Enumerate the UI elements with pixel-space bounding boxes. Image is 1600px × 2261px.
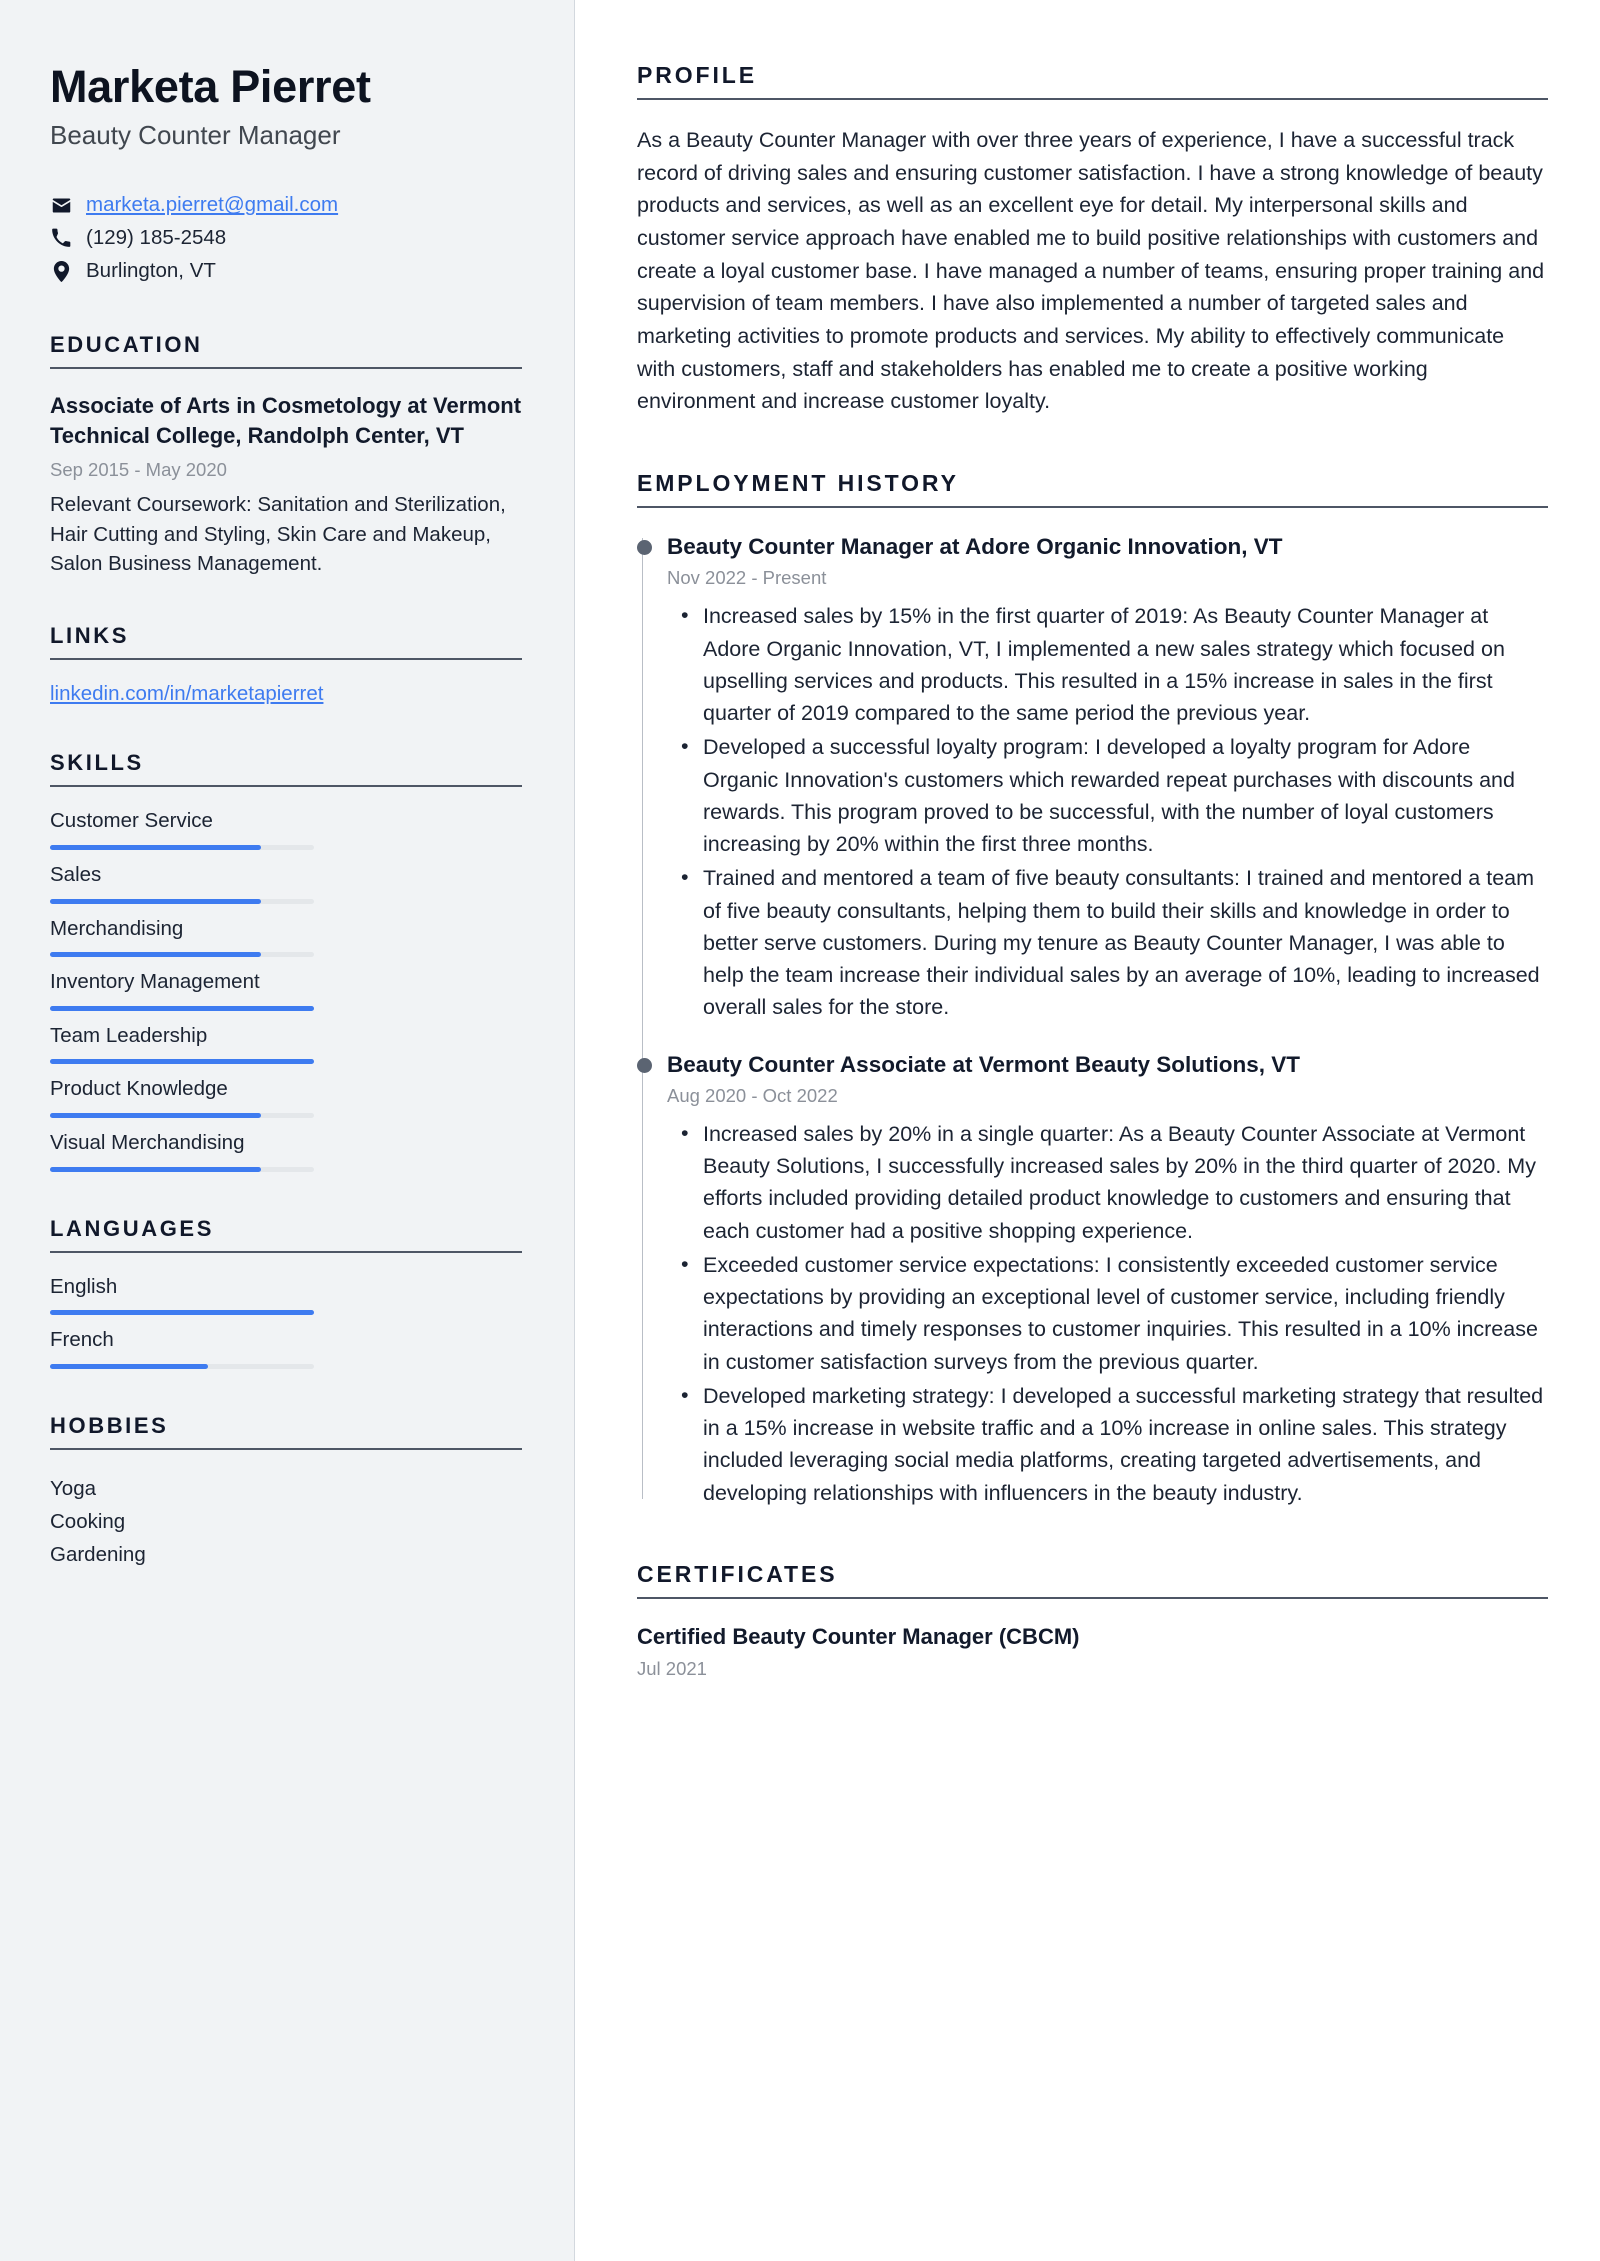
- skill-item: [50, 917, 522, 958]
- skill-label: Product Knowledge: [50, 1077, 228, 1101]
- contact-item-phone: [50, 222, 522, 255]
- education-date: Sep 2015 - May 2020: [50, 458, 227, 480]
- skill-label: Merchandising: [50, 916, 184, 940]
- sidebar: [0, 0, 575, 2261]
- certificate-name: Certified Beauty Counter Manager (CBCM): [637, 1623, 1080, 1649]
- employment-bullets: [667, 1118, 1548, 1509]
- links-heading: LINKS: [50, 623, 129, 649]
- skill-level-fill: [50, 1006, 314, 1011]
- employment-bullet: • Developed marketing strategy: I developed a successful marketing strategy that resulted in a 15% increase in website traffic and a 10% increase in online sales. This strategy included leveraging social media platforms, creating targeted advertisements, and developing relationships with influencers in the beauty industry.: [703, 1380, 1548, 1509]
- language-label: French: [50, 1328, 114, 1352]
- envelope-icon: [50, 195, 72, 216]
- languages-list: [50, 1275, 522, 1369]
- employment-bullet: • Trained and mentored a team of five beauty consultants: I trained and mentored a team of five beauty consultants, helping them to build their skills and knowledge in order to better serve customers. During my tenure as Beauty Counter Manager, I was able to help the team increase their individual sales by an average of 10%, leading to increased overall sales for the store.: [703, 862, 1548, 1023]
- skill-label: Sales: [50, 862, 102, 886]
- skill-level-fill: [50, 845, 261, 850]
- contact-phone-text: (129) 185-2548: [86, 226, 227, 250]
- skill-level-track: [50, 1059, 314, 1064]
- hobby-item: Gardening: [50, 1543, 146, 1567]
- skill-label: Customer Service: [50, 809, 213, 833]
- contact-list: [50, 189, 522, 288]
- employment-heading: EMPLOYMENT HISTORY: [637, 470, 959, 497]
- employment-bullet: • Developed a successful loyalty program: I developed a loyalty program for Adore Organic Innovation's customers which rewarded repeat purchases with discounts and rewards. This program proved to be successful, with the number of loyal customers increasing by 20% within the first three months.: [703, 731, 1548, 860]
- education-heading: EDUCATION: [50, 331, 203, 357]
- education-description: Relevant Coursework: Sanitation and Sterilization, Hair Cutting and Styling, Skin Care and Makeup, Salon Business Management.: [50, 492, 506, 576]
- section-divider: [50, 785, 522, 787]
- language-level-fill: [50, 1310, 314, 1315]
- employment-entry: [667, 1050, 1548, 1509]
- section-divider: [637, 1597, 1548, 1599]
- language-label: English: [50, 1274, 118, 1298]
- section-divider: [50, 1251, 522, 1253]
- employment-bullet: • Exceeded customer service expectations: I consistently exceeded customer service expectations by providing an exceptional level of customer service, including friendly interactions and timely responses to customer inquiries. This resulted in a 10% increase in customer satisfaction surveys from the previous quarter.: [703, 1249, 1548, 1378]
- skill-item: [50, 1024, 522, 1065]
- hobby-item: Cooking: [50, 1509, 126, 1533]
- profile-text: As a Beauty Counter Manager with over three years of experience, I have a successful track record of driving sales and ensuring customer satisfaction. I have a strong knowledge of beauty products and services, as well as an excellent eye for detail. My interpersonal skills and customer service approach have enabled me to build positive relationships with customers and create a loyal customer base. I have managed a number of teams, ensuring proper training and supervision of team members. I have also implemented a number of targeted sales and marketing activities to promote products and services. My ability to effectively communicate with customers, staff and stakeholders has enabled me to create a positive working environment and increase customer loyalty.: [637, 128, 1545, 414]
- section-divider: [637, 98, 1548, 100]
- skill-level-track: [50, 899, 314, 904]
- skill-item: [50, 1077, 522, 1118]
- skill-level-track: [50, 1167, 314, 1172]
- skill-item: [50, 970, 522, 1011]
- employment-role: Beauty Counter Associate at Vermont Beauty Solutions, VT: [667, 1051, 1301, 1077]
- skill-level-fill: [50, 899, 261, 904]
- section-divider: [50, 658, 522, 660]
- skill-item: [50, 863, 522, 904]
- page-title: Marketa Pierret: [50, 61, 371, 112]
- section-divider: [50, 1448, 522, 1450]
- hobbies-heading: HOBBIES: [50, 1412, 169, 1438]
- employment-entry: [667, 532, 1548, 1024]
- language-level-track: [50, 1310, 314, 1315]
- link-item-linkedin[interactable]: linkedin.com/in/marketapierret: [50, 682, 324, 706]
- employment-bullet: • Increased sales by 20% in a single quarter: As a Beauty Counter Associate at Vermont Beauty Solutions, I successfully increased sales by 20% in the third quarter of 2020. My efforts included providing detailed product knowledge to customers and ensuring that each customer had a positive shopping experience.: [703, 1118, 1548, 1247]
- language-level-fill: [50, 1364, 208, 1369]
- employment-bullet: • Increased sales by 15% in the first quarter of 2019: As Beauty Counter Manager at Adore Organic Innovation, VT, I implemented a new sales strategy which focused on upselling services and products. This resulted in a 15% increase in sales in the first quarter of 2019 compared to the same period the previous year.: [703, 600, 1548, 729]
- sidebar-section-skills: [50, 750, 522, 1171]
- location-pin-icon: [50, 261, 72, 282]
- hobby-item: Yoga: [50, 1476, 96, 1500]
- profile-heading: PROFILE: [637, 62, 757, 88]
- sidebar-section-education: [50, 332, 522, 579]
- sidebar-section-languages: [50, 1216, 522, 1369]
- education-entry: [50, 391, 522, 579]
- employment-date: Aug 2020 - Oct 2022: [667, 1084, 838, 1106]
- header-job-title: Beauty Counter Manager: [50, 120, 341, 151]
- skill-label: Visual Merchandising: [50, 1130, 245, 1154]
- certificates-heading: CERTIFICATES: [637, 1560, 838, 1587]
- section-divider: [637, 506, 1548, 508]
- contact-item-location: [50, 255, 522, 288]
- skill-level-fill: [50, 1113, 261, 1118]
- sidebar-section-hobbies: [50, 1413, 522, 1572]
- certificate-date: Jul 2021: [637, 1658, 707, 1680]
- skill-item: [50, 1131, 522, 1172]
- employment-bullets: [667, 600, 1548, 1023]
- languages-heading: LANGUAGES: [50, 1215, 214, 1241]
- sidebar-section-links: [50, 623, 522, 706]
- employment-timeline: [637, 532, 1548, 1509]
- contact-location-text: Burlington, VT: [86, 259, 216, 283]
- main-content: [575, 0, 1600, 2261]
- skills-list: [50, 809, 522, 1171]
- main-section-profile: [637, 62, 1548, 418]
- skill-level-track: [50, 952, 314, 957]
- employment-role: Beauty Counter Manager at Adore Organic Innovation, VT: [667, 534, 1283, 560]
- skill-level-track: [50, 845, 314, 850]
- skills-heading: SKILLS: [50, 750, 144, 776]
- skill-level-fill: [50, 1059, 314, 1064]
- education-degree: Associate of Arts in Cosmetology at Vermont Technical College, Randolph Center, VT: [50, 392, 522, 449]
- employment-date: Nov 2022 - Present: [667, 567, 827, 589]
- language-level-track: [50, 1364, 314, 1369]
- contact-item-email[interactable]: [50, 189, 522, 222]
- skill-label: Team Leadership: [50, 1023, 208, 1047]
- language-item: [50, 1275, 522, 1316]
- skill-label: Inventory Management: [50, 970, 260, 994]
- main-section-employment: [637, 470, 1548, 1509]
- skill-level-fill: [50, 1167, 261, 1172]
- main-section-certificates: [637, 1561, 1548, 1681]
- certificate-entry: [637, 1623, 1548, 1681]
- skill-item: [50, 809, 522, 850]
- contact-email-link[interactable]: marketa.pierret@gmail.com: [86, 193, 339, 217]
- skill-level-track: [50, 1006, 314, 1011]
- section-divider: [50, 367, 522, 369]
- skill-level-track: [50, 1113, 314, 1118]
- skill-level-fill: [50, 952, 261, 957]
- phone-icon: [50, 228, 72, 248]
- language-item: [50, 1328, 522, 1369]
